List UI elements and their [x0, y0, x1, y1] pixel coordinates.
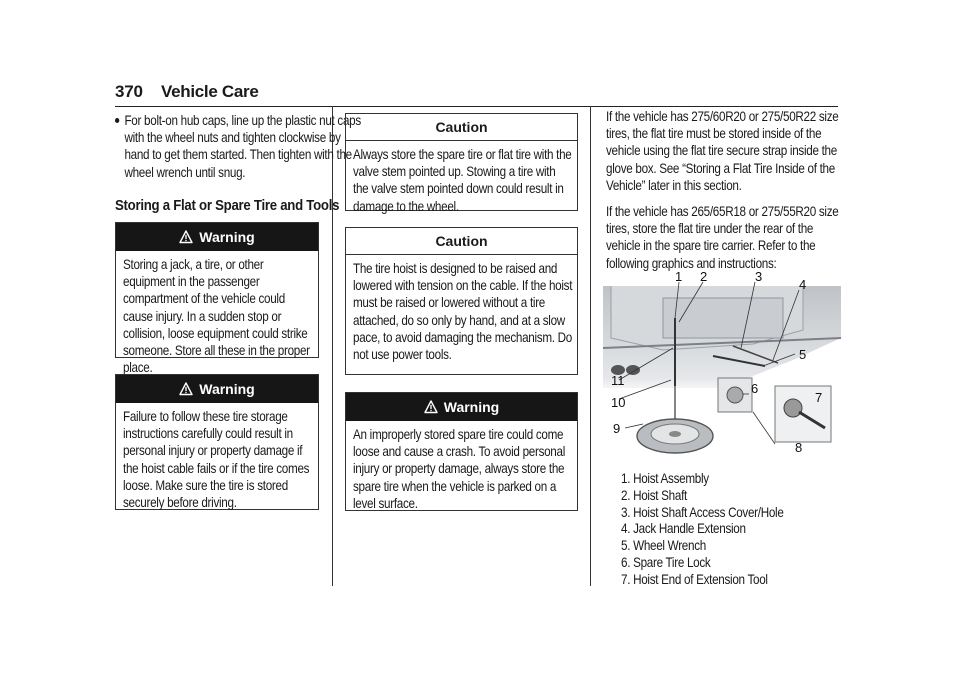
- warning-text: An improperly stored spare tire could come loose and cause a crash. To avoid personal injury or property damage, always store the spare tire when the vehicle is parked on a level surface.: [353, 427, 566, 511]
- page-number: 370: [115, 82, 143, 101]
- warning-text: Failure to follow these tire storage instructions carefully could result in personal injury or property damage if the hoist cable fails or if the tire comes loose. Make sure the tire is stored securely before driving.: [123, 409, 310, 511]
- warning-triangle-icon: [179, 382, 193, 396]
- legend-item: 6. Spare Tire Lock: [621, 554, 711, 570]
- bullet-item: [115, 112, 361, 181]
- caution-title: Caution: [435, 233, 488, 249]
- warning-header: [346, 393, 577, 421]
- callout-1: 1: [675, 269, 683, 284]
- page-header: [115, 82, 838, 107]
- legend-item: 2. Hoist Shaft: [621, 487, 687, 503]
- caution-header: [346, 114, 577, 141]
- column-3: [606, 108, 876, 281]
- warning-header: [116, 375, 318, 403]
- illustration-legend: [621, 470, 810, 588]
- caution-box-1: [345, 113, 578, 214]
- warning-header: [116, 223, 318, 251]
- caution-box-2: [345, 227, 578, 375]
- bullet-dot-icon: [115, 118, 119, 123]
- callout-7: 7: [815, 390, 823, 405]
- callout-6: 6: [751, 381, 759, 396]
- section-heading: Storing a Flat or Spare Tire and Tools: [115, 197, 340, 214]
- warning-triangle-icon: [424, 400, 438, 414]
- warning-box-2: [115, 374, 319, 510]
- callout-2: 2: [700, 269, 708, 284]
- callout-4: 4: [799, 277, 807, 292]
- warning-title: Warning: [443, 399, 500, 415]
- warning-box-1: [115, 222, 319, 376]
- callout-11: 11: [611, 373, 625, 388]
- callout-3: 3: [755, 269, 763, 284]
- callout-8: 8: [795, 440, 803, 455]
- warning-box-3: [345, 392, 578, 511]
- caution-text: Always store the spare tire or flat tire with the valve stem pointed up. Stowing a tire with the valve stem pointed down could result in damage to the wheel.: [353, 147, 572, 214]
- caution-title: Caution: [435, 119, 488, 135]
- spare-tire-illustration: [603, 268, 841, 458]
- paragraph-1: If the vehicle has 275/60R20 or 275/50R22 size tires, the flat tire must be stored inside of the vehicle using the flat tire secure strap inside the glove box. See “Storing a Flat Tire Inside of the Vehicle” later in this section.: [606, 109, 839, 193]
- callout-9: 9: [613, 421, 621, 436]
- warning-title: Warning: [199, 229, 255, 245]
- caution-header: [346, 228, 577, 255]
- warning-triangle-icon: [179, 230, 193, 244]
- legend-item: 4. Jack Handle Extension: [621, 521, 746, 537]
- bullet-text: For bolt-on hub caps, line up the plastic nut caps with the wheel nuts and tighten clockwise by hand to get them started. Then tighten with the wheel wrench until snug.: [124, 113, 361, 180]
- legend-item: 1. Hoist Assembly: [621, 471, 709, 486]
- callout-5: 5: [799, 347, 807, 362]
- legend-item: 3. Hoist Shaft Access Cover/Hole: [621, 504, 784, 520]
- warning-text: Storing a jack, a tire, or other equipment in the passenger compartment of the vehicle could cause injury. In a sudden stop or collision, loose equipment could strike someone. Store all these in the proper place.: [123, 257, 310, 376]
- section-title: Vehicle Care: [161, 82, 259, 101]
- callout-10: 10: [611, 395, 626, 410]
- column-divider-2: [590, 106, 591, 586]
- legend-item: 7. Hoist End of Extension Tool: [621, 571, 768, 587]
- caution-text: The tire hoist is designed to be raised and lowered with tension on the cable. If the hoist must be raised or lowered without a tire attached, do so only by hand, and at a slow pace, to avoid damaging the mechanism. Do not use power tools.: [353, 261, 573, 363]
- paragraph-2: If the vehicle has 265/65R18 or 275/55R20 size tires, store the flat tire under the rear of the vehicle in the spare tire carrier. Refer to the following graphics and instructions:: [606, 204, 839, 271]
- column-1: [115, 112, 361, 181]
- warning-title: Warning: [199, 381, 255, 397]
- legend-item: 5. Wheel Wrench: [621, 538, 706, 554]
